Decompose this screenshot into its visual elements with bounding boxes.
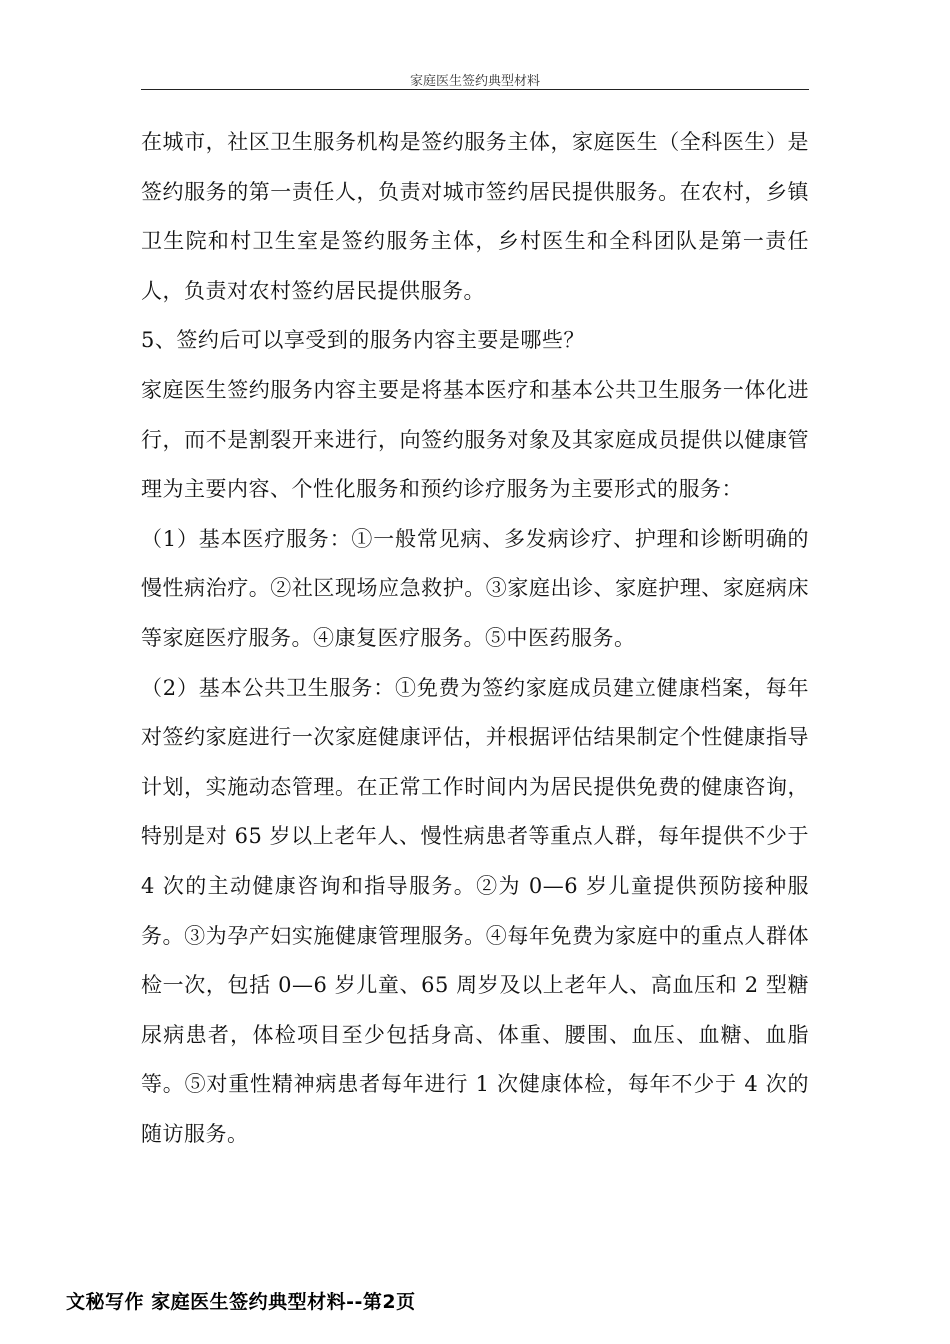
page-footer: 文秘写作 家庭医生签约典型材料--第2页	[66, 1291, 416, 1313]
question-heading: 5、签约后可以享受到的服务内容主要是哪些？	[141, 328, 585, 353]
paragraph-basic-medical: （1）基本医疗服务：①一般常见病、多发病诊疗、护理和诊断明确的慢性病治疗。②社区现场应急救护。③家庭出诊、家庭护理、家庭病床等家庭医疗服务。④康复医疗服务。⑤中医药服务。	[141, 526, 809, 650]
document-body	[141, 118, 809, 1159]
page-header: 家庭医生签约典型材料	[409, 74, 540, 89]
paragraph-service-content: 家庭医生签约服务内容主要是将基本医疗和基本公共卫生服务一体化进行，而不是割裂开来进行，向签约服务对象及其家庭成员提供以健康管理为主要内容、个性化服务和预约诊疗服务为主要形式的服务：	[141, 377, 809, 502]
header-divider	[141, 89, 809, 90]
paragraph-public-health: （2）基本公共卫生服务：①免费为签约家庭成员建立健康档案，每年对签约家庭进行一次家庭健康评估，并根据评估结果制定个性健康指导计划，实施动态管理。在正常工作时间内为居民提供免费的健康咨询，特别是对 65 岁以上老年人、慢性病患者等重点人群，每年提供不少于 4 次的主动健康咨询和指导服务。②为 0—6 岁儿童提供预防接种服务。③为孕产妇实施健康管理服务。④每年免费为家庭中的重点人群体检一次，包括 0—6 岁儿童、65 周岁及以上老年人、高血压和 2 型糖尿病患者，体检项目至少包括身高、体重、腰围、血压、血糖、血脂等。⑤对重性精神病患者每年进行 1 次健康体检，每年不少于 4 次的随访服务。	[141, 675, 809, 1146]
paragraph-service-subject: 在城市，社区卫生服务机构是签约服务主体，家庭医生（全科医生）是签约服务的第一责任人，负责对城市签约居民提供服务。在农村，乡镇卫生院和村卫生室是签约服务主体，乡村医生和全科团队是第一责任人，负责对农村签约居民提供服务。	[141, 130, 809, 303]
